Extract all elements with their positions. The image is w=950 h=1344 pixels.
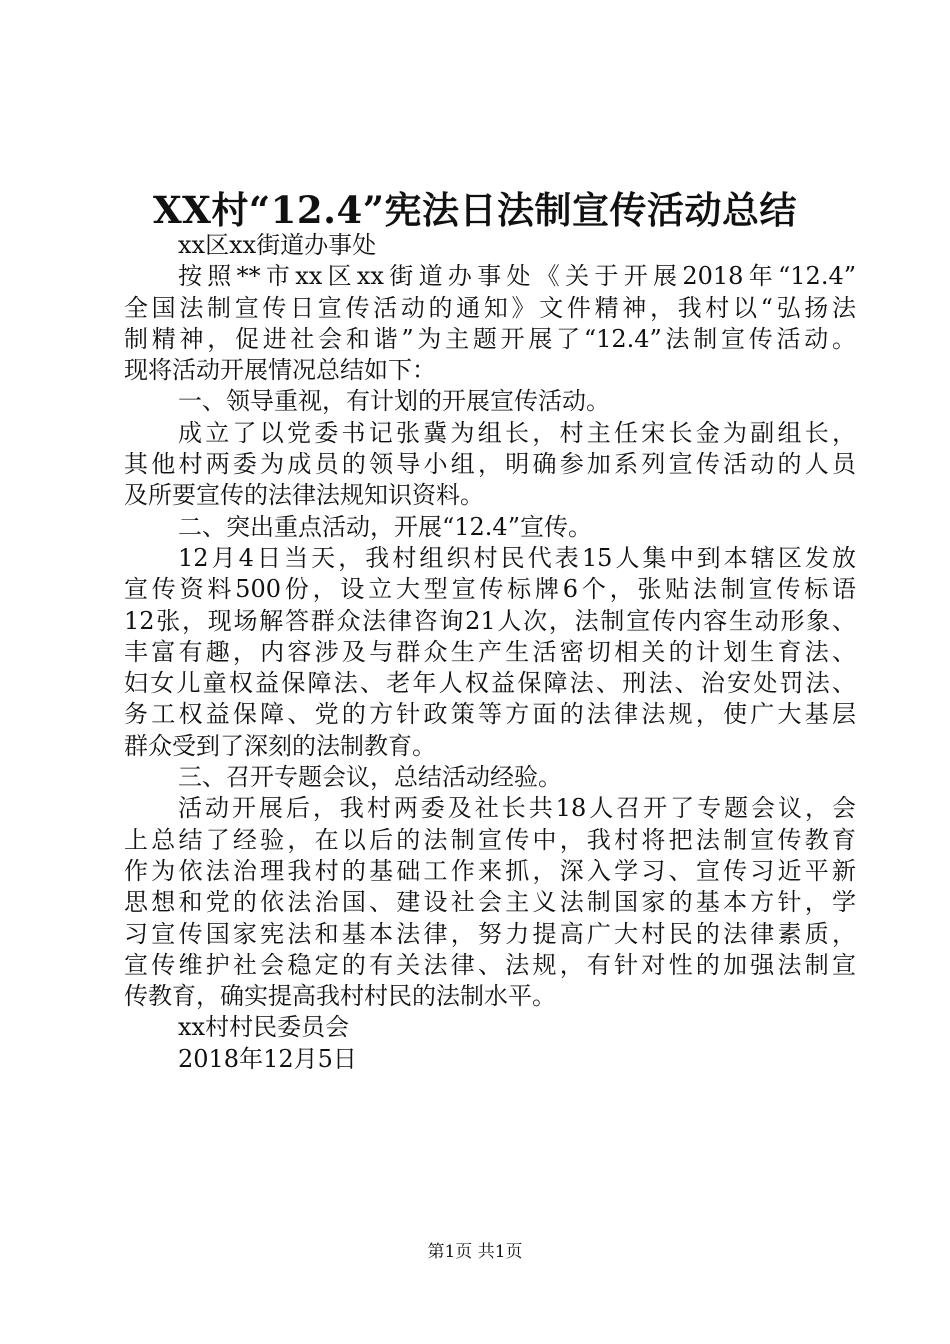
paragraph-line: 及所要宣传的法律法规知识资料。: [124, 481, 484, 510]
paragraph-line: 成立了以党委书记张冀为组长，村主任宋长金为副组长，: [178, 418, 856, 447]
date-line: 2018年12月5日: [178, 1044, 357, 1073]
paragraph-line: 制精神，促进社会和谐”为主题开展了“12.4”法制宣传活动。: [124, 324, 856, 353]
document-body: [124, 230, 856, 1075]
paragraph-line: 宣传资料500份，设立大型宣传标牌6个，张贴法制宣传标语: [124, 575, 856, 604]
paragraph-line: 丰富有趣，内容涉及与群众生产生活密切相关的计划生育法、: [124, 637, 856, 666]
signature-line: xx村村民委员会: [178, 1013, 350, 1042]
paragraph-line: 传教育，确实提高我村村民的法制水平。: [124, 982, 556, 1011]
issuer-line: xx区xx街道办事处: [178, 231, 377, 259]
paragraph-line: 作为依法治理我村的基础工作来抓，深入学习、宣传习近平新: [124, 856, 856, 885]
paragraph-line: 12张，现场解答群众法律咨询21人次，法制宣传内容生动形象、: [124, 606, 856, 635]
page-footer: 第1页 共1页: [427, 1242, 523, 1262]
document-title: XX村“12.4”宪法日法制宣传活动总结: [152, 188, 798, 232]
paragraph-line: 上总结了经验，在以后的法制宣传中，我村将把法制宣传教育: [124, 825, 856, 854]
paragraph-line: 活动开展后，我村两委及社长共18人召开了专题会议，会: [178, 794, 856, 823]
paragraph-line: 务工权益保障、党的方针政策等方面的法律法规，使广大基层: [124, 700, 856, 729]
section-heading: 三、召开专题会议，总结活动经验。: [178, 763, 562, 792]
paragraph-line: 现将活动开展情况总结如下：: [124, 356, 436, 385]
paragraph-line: 12月4日当天，我村组织村民代表15人集中到本辖区发放: [178, 543, 856, 572]
paragraph-line: 思想和党的依法治国、建设社会主义法制国家的基本方针，学: [124, 888, 856, 917]
paragraph-line: 全国法制宣传日宣传活动的通知》文件精神，我村以“弘扬法: [124, 293, 856, 322]
paragraph-line: 习宣传国家宪法和基本法律，努力提高广大村民的法律素质，: [124, 919, 856, 948]
paragraph-line: 按照**市xx区xx街道办事处《关于开展2018年“12.4”: [178, 262, 856, 291]
paragraph-line: 宣传维护社会稳定的有关法律、法规，有针对性的加强法制宣: [124, 950, 856, 979]
section-heading: 一、领导重视，有计划的开展宣传活动。: [178, 387, 610, 416]
paragraph-line: 妇女儿童权益保障法、老年人权益保障法、刑法、治安处罚法、: [124, 669, 856, 698]
paragraph-line: 其他村两委为成员的领导小组，明确参加系列宣传活动的人员: [124, 450, 856, 479]
section-heading: 二、突出重点活动，开展“12.4”宣传。: [178, 512, 592, 541]
paragraph-line: 群众受到了深刻的法制教育。: [124, 731, 436, 760]
